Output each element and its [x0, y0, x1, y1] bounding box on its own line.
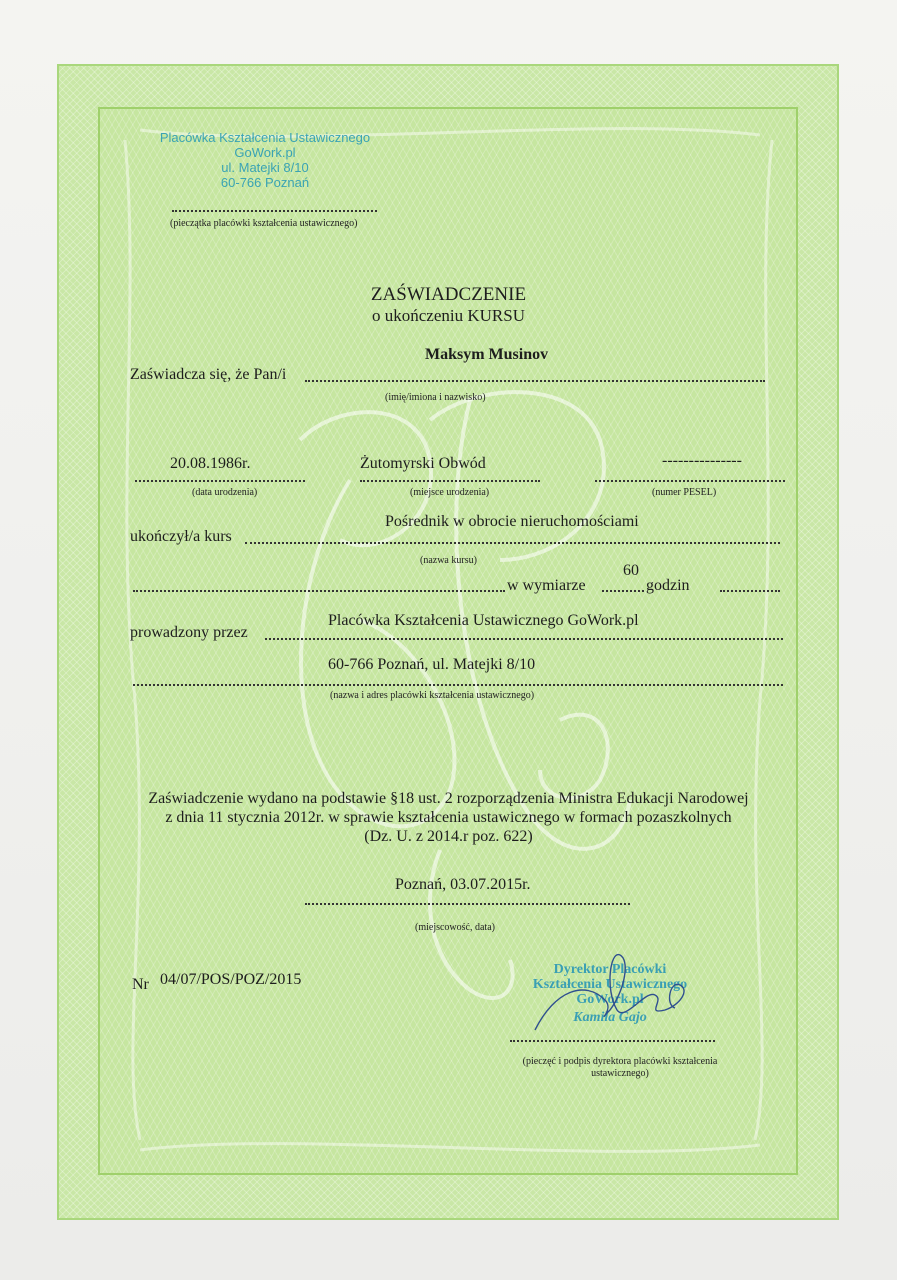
birth-place: Żutomyrski Obwód: [360, 455, 486, 472]
hours-tail-dotted-line: [720, 590, 780, 592]
school-stamp-line: GoWork.pl: [234, 145, 296, 160]
issue-caption: (miejscowość, data): [415, 922, 495, 933]
director-stamp-line: Kształcenia Ustawicznego: [532, 977, 688, 992]
stamp-dotted-line: [172, 210, 377, 212]
duration-label: w wymiarze: [507, 577, 586, 594]
director-stamp-line: Kamila Gajo: [573, 1010, 647, 1025]
school-stamp-line: 60-766 Poznań: [220, 175, 310, 190]
organizer-caption: (nazwa i adres placówki kształcenia ustawicznego): [330, 690, 535, 701]
person-dotted-line: [305, 380, 765, 382]
course-label: ukończył/a kurs: [130, 528, 232, 545]
director-caption-line: ustawicznego): [591, 1068, 649, 1079]
page-subtitle: o ukończeniu KURSU: [372, 306, 525, 325]
address-dotted-line: [133, 684, 783, 686]
birth-date: 20.08.1986r.: [170, 455, 251, 472]
person-name: Maksym Musinov: [425, 346, 549, 363]
birth-date-caption: (data urodzenia): [192, 487, 258, 498]
school-stamp-caption: (pieczątka placówki kształcenia ustawicznego): [170, 218, 358, 229]
course-name: Pośrednik w obrocie nieruchomościami: [385, 513, 639, 530]
issue-place-date: Poznań, 03.07.2015r.: [395, 876, 531, 893]
course-hours: 60: [623, 562, 639, 579]
organizer-dotted-line: [265, 638, 783, 640]
organizer-address: 60-766 Poznań, ul. Matejki 8/10: [328, 656, 536, 673]
duration-dotted-line: [133, 590, 505, 592]
director-caption: [505, 1056, 735, 1080]
legal-basis-line: Zaświadczenie wydano na podstawie §18 ust. 2 rozporządzenia Ministra Edukacji Narodowej: [148, 790, 749, 807]
person-caption: (imię/imiona i nazwisko): [385, 392, 486, 403]
school-stamp-line: ul. Matejki 8/10: [221, 160, 309, 175]
pesel-dotted-line: [595, 480, 785, 482]
organizer-label: prowadzony przez: [130, 624, 248, 641]
legal-basis-line: (Dz. U. z 2014.r poz. 622): [364, 828, 533, 845]
hours-suffix: godzin: [646, 577, 690, 594]
school-stamp-line: Placówka Kształcenia Ustawicznego: [159, 130, 371, 145]
course-dotted-line: [245, 542, 780, 544]
page-title: ZAŚWIADCZENIE: [370, 284, 527, 305]
director-stamp-line: Dyrektor Placówki: [553, 962, 667, 977]
signature: [525, 950, 705, 1040]
organizer-name: Placówka Kształcenia Ustawicznego GoWork.pl: [328, 612, 639, 629]
birth-place-dotted-line: [360, 480, 540, 482]
hours-dotted-line: [602, 590, 644, 592]
certificate-number: 04/07/POS/POZ/2015: [160, 971, 302, 988]
director-stamp-line: GoWork.pl: [576, 992, 644, 1007]
birth-date-dotted-line: [135, 480, 305, 482]
school-stamp: [150, 130, 380, 190]
pesel-value: ---------------: [662, 452, 742, 469]
pesel-caption: (numer PESEL): [652, 487, 717, 498]
director-dotted-line: [510, 1040, 715, 1042]
number-label: Nr: [132, 976, 149, 993]
legal-basis-line: z dnia 11 stycznia 2012r. w sprawie kształcenia ustawicznego w formach pozaszkolnych: [165, 809, 732, 826]
director-caption-line: (pieczęć i podpis dyrektora placówki kształcenia: [522, 1056, 718, 1067]
birth-place-caption: (miejsce urodzenia): [410, 487, 490, 498]
course-caption: (nazwa kursu): [420, 555, 477, 566]
person-label: Zaświadcza się, że Pan/i: [130, 366, 287, 383]
issue-dotted-line: [305, 903, 630, 905]
